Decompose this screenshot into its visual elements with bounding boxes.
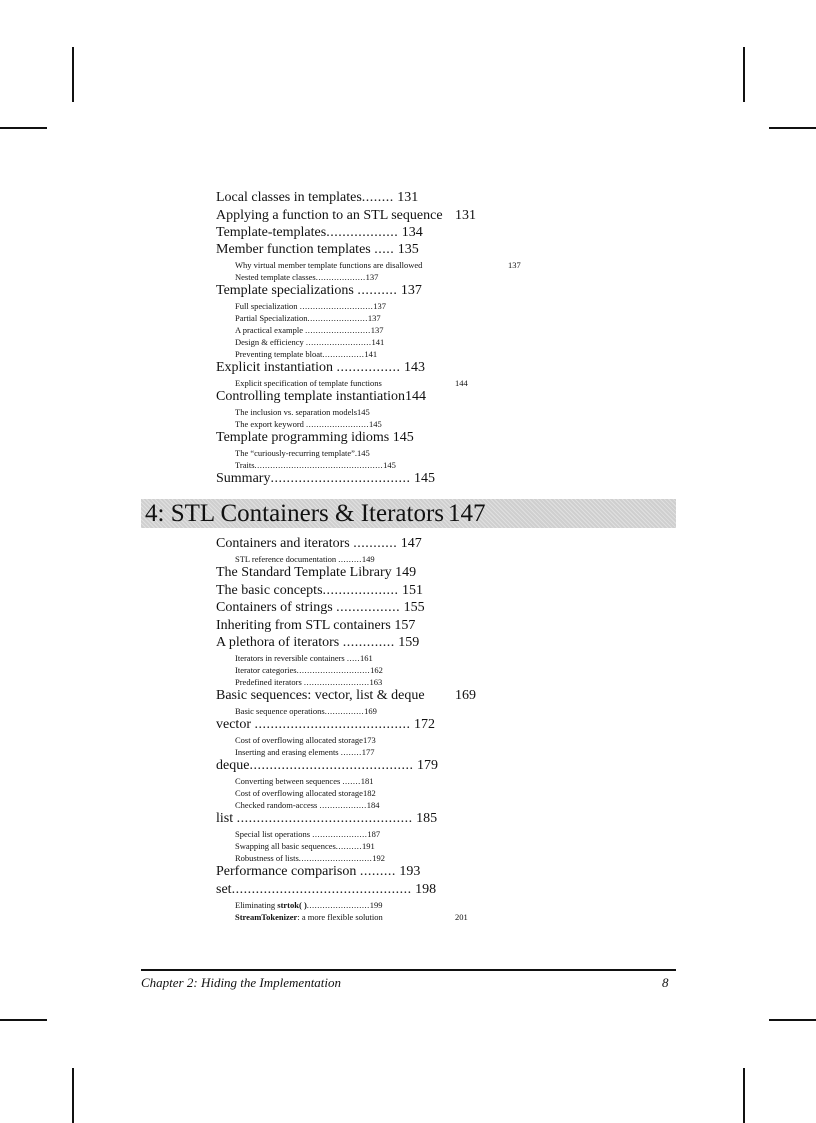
toc-entry-title: Member function templates: [216, 242, 371, 257]
toc-page-number: 144: [455, 378, 468, 388]
chapter-heading-band[interactable]: [141, 499, 676, 528]
toc-page-number: 141: [371, 337, 385, 347]
toc-page-number: 199: [369, 900, 383, 910]
toc-entry-title: The Standard Template Library: [216, 565, 392, 580]
toc-entry[interactable]: [216, 283, 422, 299]
toc-page-number: 161: [360, 653, 373, 663]
toc-entry-title: Iterators in reversible containers: [235, 653, 345, 663]
toc-entry[interactable]: [216, 360, 425, 376]
toc-entry-title: Controlling template instantiation: [216, 389, 405, 404]
toc-entry-title: Inheriting from STL containers: [216, 618, 391, 633]
toc-page-number: 131: [397, 190, 419, 205]
toc-leader-dots: .......................................: [254, 717, 411, 732]
toc-subentry[interactable]: [235, 407, 370, 417]
toc-subentry[interactable]: [235, 912, 383, 922]
toc-entry[interactable]: [216, 688, 425, 704]
toc-page-number: 147: [400, 536, 422, 551]
toc-page-number: 149: [361, 554, 375, 564]
crop-mark-bottom-left-vertical: [72, 1068, 74, 1123]
toc-subentry[interactable]: [235, 677, 382, 687]
toc-page-number: 169: [455, 688, 476, 703]
toc-entry-title: Applying a function to an STL sequence: [216, 208, 443, 223]
toc-entry-title: Containers of strings: [216, 600, 333, 615]
toc-entry[interactable]: [216, 717, 435, 733]
toc-page-number: 145: [357, 448, 370, 458]
toc-page-number: 149: [395, 565, 417, 580]
toc-leader-dots: ................: [336, 600, 401, 615]
toc-entry-title: : a more flexible solution: [297, 912, 383, 922]
footer-chapter-title: Chapter 2: Hiding the Implementation: [141, 975, 342, 990]
toc-entry-title: Swapping all basic sequences: [235, 841, 336, 851]
toc-entry-title: Robustness of lists: [235, 853, 299, 863]
toc-entry[interactable]: [216, 882, 436, 898]
toc-entry[interactable]: [216, 190, 418, 206]
toc-subentry[interactable]: [235, 460, 396, 470]
toc-entry-title: Predefined iterators: [235, 677, 302, 687]
toc-page-number: 179: [416, 758, 438, 773]
toc-entry-title: Design & efficiency: [235, 337, 304, 347]
toc-page-number: 135: [397, 242, 419, 257]
toc-page-number: 145: [369, 419, 382, 429]
crop-mark-bottom-left-horizontal: [0, 1019, 47, 1021]
toc-entry[interactable]: [216, 618, 415, 634]
toc-leader-dots: .....: [346, 653, 360, 663]
toc-page-number: 172: [413, 717, 435, 732]
toc-entry-title: Full specialization: [235, 301, 298, 311]
toc-page-number: 141: [364, 349, 378, 359]
toc-subentry[interactable]: [235, 841, 375, 851]
toc-page-number: 137: [367, 313, 381, 323]
toc-subentry[interactable]: [235, 735, 376, 745]
toc-entry-title: set: [216, 882, 232, 897]
toc-leader-dots: ............................: [296, 665, 371, 675]
toc-entry-title: Preventing template bloat: [235, 349, 323, 359]
toc-leader-dots: .........................: [305, 337, 372, 347]
toc-entry-title: Checked random-access: [235, 800, 318, 810]
toc-leader-dots: ...............: [324, 706, 365, 716]
toc-subentry[interactable]: [235, 800, 380, 810]
toc-entry-title: The “curiously-recurring template”.: [235, 448, 358, 458]
toc-leader-dots: .........................: [303, 677, 370, 687]
toc-entry-title: A plethora of iterators: [216, 635, 340, 650]
toc-entry-title: The basic concepts: [216, 583, 323, 598]
toc-leader-dots: ............................................: [236, 811, 413, 826]
toc-leader-dots: ...................................: [270, 471, 411, 486]
toc-leader-dots: .....................: [312, 829, 368, 839]
footer-page-number: 8: [662, 975, 669, 990]
crop-mark-top-left-vertical: [72, 47, 74, 102]
toc-entry[interactable]: [216, 635, 419, 651]
toc-entry[interactable]: [216, 430, 414, 446]
toc-entry[interactable]: [216, 565, 416, 581]
toc-entry-title: Nested template classes: [235, 272, 316, 282]
toc-entry[interactable]: [216, 536, 422, 552]
toc-leader-dots: .......: [342, 776, 361, 786]
toc-leader-dots: ..........: [357, 283, 398, 298]
toc-entry[interactable]: [216, 208, 443, 224]
toc-leader-dots: .......................: [307, 313, 368, 323]
toc-entry-title: Summary: [216, 471, 271, 486]
toc-entry-title: Converting between sequences: [235, 776, 341, 786]
toc-subentry[interactable]: [235, 448, 370, 458]
toc-page-number: 187: [367, 829, 381, 839]
toc-leader-dots: ........................: [306, 900, 370, 910]
toc-leader-dots: ................: [322, 349, 365, 359]
toc-leader-dots: .........................................: [249, 758, 414, 773]
toc-page-number: 137: [508, 260, 521, 270]
toc-page-number: 144: [404, 389, 426, 404]
toc-entry[interactable]: [216, 242, 419, 258]
toc-entry-title: deque: [216, 758, 250, 773]
toc-leader-dots: ............................: [298, 853, 373, 863]
toc-entry-title: Containers and iterators: [216, 536, 350, 551]
toc-leader-dots: ........: [361, 190, 394, 205]
toc-page-number: 145: [392, 430, 414, 445]
toc-entry-title: Cost of overflowing allocated storage: [235, 788, 363, 798]
toc-page-number: 181: [360, 776, 374, 786]
toc-entry[interactable]: [216, 389, 426, 405]
crop-mark-bottom-right-horizontal: [769, 1019, 816, 1021]
toc-subentry[interactable]: [235, 900, 383, 910]
toc-page-number: 193: [399, 864, 421, 879]
toc-entry-title: Template programming idioms: [216, 430, 390, 445]
toc-entry-title: Template specializations: [216, 283, 354, 298]
toc-page-number: 137: [370, 325, 384, 335]
chapter-title: 4: STL Containers & Iterators: [145, 500, 445, 527]
toc-leader-dots: .........: [338, 554, 362, 564]
footer-rule: [141, 969, 676, 971]
toc-entry-title: Partial Specialization: [235, 313, 308, 323]
toc-entry-title: Local classes in templates: [216, 190, 362, 205]
toc-page-number: 173: [362, 735, 376, 745]
toc-entry[interactable]: [216, 758, 438, 774]
toc-entry-title: Template-templates: [216, 225, 327, 240]
toc-leader-dots: ........................: [306, 419, 370, 429]
toc-entry[interactable]: [216, 583, 423, 599]
crop-mark-top-right-vertical: [743, 47, 745, 102]
toc-subentry[interactable]: [235, 788, 376, 798]
toc-entry-title: Inserting and erasing elements: [235, 747, 339, 757]
toc-leader-dots: ...................: [322, 583, 399, 598]
toc-page-number: 137: [373, 301, 386, 311]
toc-page-number: 201: [455, 912, 468, 922]
toc-page-number: 145: [413, 471, 435, 486]
toc-entry-title: Basic sequence operations: [235, 706, 325, 716]
toc-page-number: 163: [369, 677, 383, 687]
toc-leader-dots: ...................: [315, 272, 366, 282]
toc-page-number: 137: [400, 283, 422, 298]
toc-leader-dots: .....: [374, 242, 395, 257]
toc-page-number: 145: [383, 460, 396, 470]
toc-page-number: 157: [394, 618, 416, 633]
toc-entry[interactable]: [216, 864, 420, 880]
toc-entry[interactable]: [216, 811, 437, 827]
toc-subentry[interactable]: [235, 554, 375, 564]
chapter-page-number: 147: [448, 500, 486, 527]
toc-entry[interactable]: [216, 600, 425, 616]
toc-leader-dots: ..........: [335, 841, 363, 851]
toc-leader-dots: .........................: [305, 325, 371, 335]
toc-leader-dots: ...........: [353, 536, 398, 551]
toc-subentry[interactable]: [235, 853, 385, 863]
toc-page-number: 185: [416, 811, 438, 826]
toc-entry-title: Eliminating: [235, 900, 278, 910]
toc-subentry[interactable]: [235, 665, 383, 675]
toc-entry-title: Why virtual member template functions are disallowed: [235, 260, 423, 270]
toc-subentry[interactable]: [235, 776, 374, 786]
toc-page-number: 155: [403, 600, 425, 615]
toc-subentry[interactable]: [235, 313, 381, 323]
toc-subentry[interactable]: [235, 325, 383, 335]
crop-mark-top-left-horizontal: [0, 127, 47, 129]
toc-entry[interactable]: [216, 471, 435, 487]
toc-subentry[interactable]: [235, 337, 384, 347]
toc-entry-title: STL reference documentation: [235, 554, 337, 564]
toc-entry-title: Iterator categories: [235, 665, 297, 675]
toc-subentry[interactable]: [235, 653, 373, 663]
toc-leader-dots: ............................: [299, 301, 374, 311]
toc-page-number: 137: [365, 272, 379, 282]
toc-entry-title: Cost of overflowing allocated storage: [235, 735, 363, 745]
toc-entry-title: A practical example: [235, 325, 303, 335]
toc-subentry[interactable]: [235, 747, 375, 757]
toc-entry-title: The export keyword: [235, 419, 304, 429]
toc-page-number: 192: [372, 853, 386, 863]
toc-page-number: 159: [398, 635, 420, 650]
toc-subentry[interactable]: [235, 419, 382, 429]
toc-entry-title: Traits: [235, 460, 255, 470]
toc-leader-dots: ................: [336, 360, 401, 375]
toc-page-number: 151: [402, 583, 424, 598]
toc-subentry[interactable]: [235, 378, 382, 388]
toc-subentry[interactable]: [235, 301, 386, 311]
toc-leader-dots: ........: [340, 747, 362, 757]
toc-entry[interactable]: [216, 225, 423, 241]
toc-entry-title: vector: [216, 717, 251, 732]
crop-mark-top-right-horizontal: [769, 127, 816, 129]
toc-page-number: 177: [361, 747, 375, 757]
toc-page-number: 198: [415, 882, 437, 897]
toc-subentry[interactable]: [235, 272, 378, 282]
toc-page-number: 162: [370, 665, 383, 675]
toc-leader-dots: ..................: [326, 225, 399, 240]
toc-entry-title: Explicit instantiation: [216, 360, 334, 375]
toc-entry-title: Explicit specification of template functions: [235, 378, 382, 388]
toc-page-number: 143: [404, 360, 426, 375]
toc-entry-code: strtok( ): [277, 900, 307, 910]
toc-page-number: 191: [362, 841, 375, 851]
toc-entry-title: Basic sequences: vector, list & deque: [216, 688, 425, 703]
toc-subentry[interactable]: [235, 829, 380, 839]
toc-leader-dots: .............................................: [231, 882, 412, 897]
toc-page-number: 169: [364, 706, 377, 716]
toc-page-number: 134: [401, 225, 423, 240]
toc-subentry[interactable]: [235, 260, 422, 270]
toc-entry-title: Special list operations: [235, 829, 311, 839]
toc-leader-dots: ..................: [319, 800, 367, 810]
toc-leader-dots: .........: [359, 864, 396, 879]
toc-page-number: 184: [366, 800, 380, 810]
toc-entry-code: StreamTokenizer: [235, 912, 298, 922]
toc-subentry[interactable]: [235, 706, 377, 716]
toc-subentry[interactable]: [235, 349, 377, 359]
toc-page-number: 182: [362, 788, 376, 798]
toc-entry-title: Performance comparison: [216, 864, 357, 879]
toc-entry-title: The inclusion vs. separation models: [235, 407, 358, 417]
toc-entry-title: list: [216, 811, 234, 826]
toc-leader-dots: .................................................: [254, 460, 384, 470]
toc-page-number: 131: [455, 208, 476, 223]
crop-mark-bottom-right-vertical: [743, 1068, 745, 1123]
toc-page-number: 145: [357, 407, 370, 417]
toc-leader-dots: .............: [342, 635, 395, 650]
